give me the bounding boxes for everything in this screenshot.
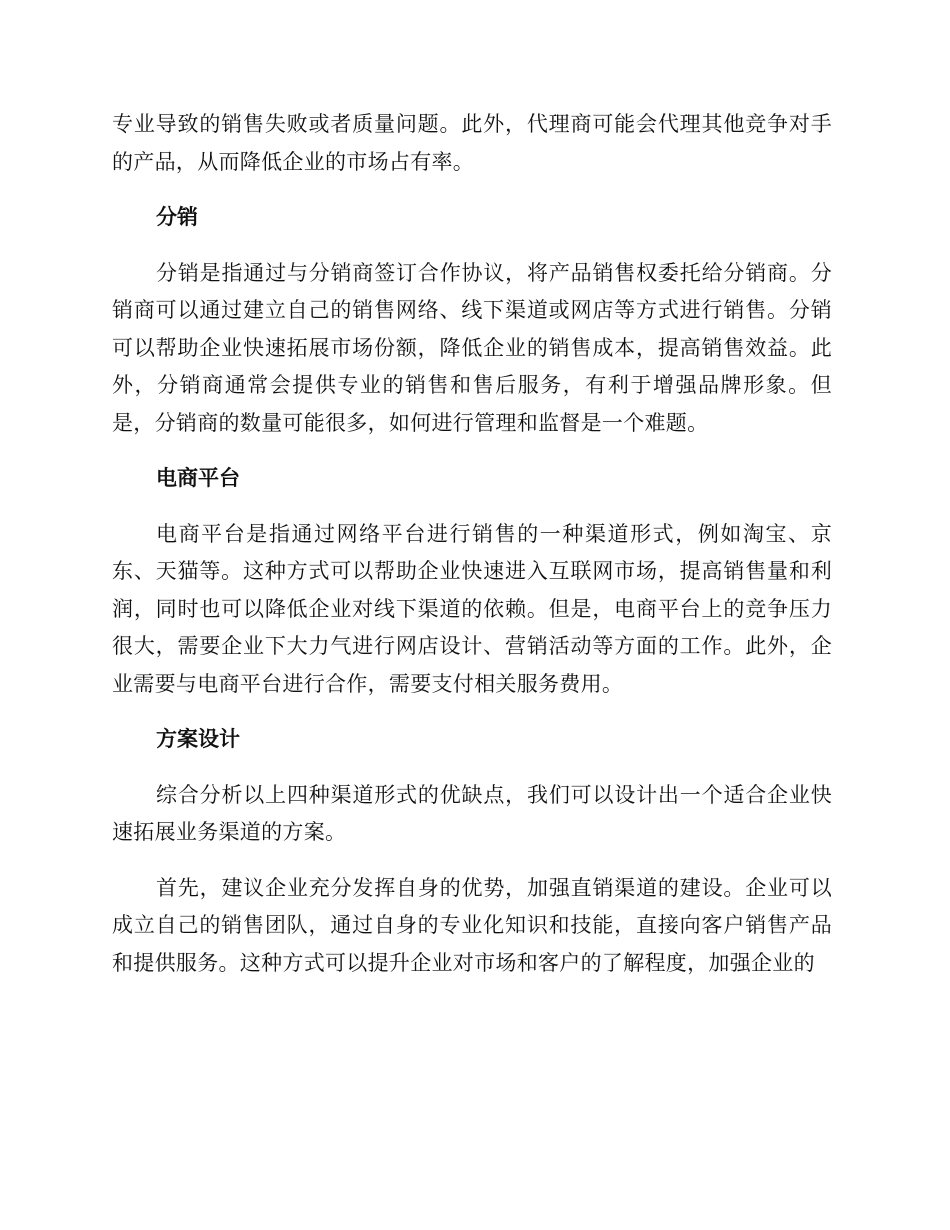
paragraph-fenxiao: 分销是指通过与分销商签订合作协议，将产品销售权委托给分销商。分销商可以通过建立自己的销售网络、线下渠道或网店等方式进行销售。分销可以帮助企业快速拓展市场份额，降低企业的销售成本，提高销售效益。此外，分销商通常会提供专业的销售和售后服务，有利于增强品牌形象。但是，分销商的数量可能很多，如何进行管理和监督是一个难题。 <box>112 260 832 435</box>
paragraph-ecommerce: 电商平台是指通过网络平台进行销售的一种渠道形式，例如淘宝、京东、天猫等。这种方式可以帮助企业快速进入互联网市场，提高销售量和利润，同时也可以降低企业对线下渠道的依赖。但是，电商平台上的竞争压力很大，需要企业下大力气进行网店设计、营销活动等方面的工作。此外，企业需要与电商平台进行合作，需要支付相关服务费用。 <box>112 521 832 696</box>
document-body <box>112 106 832 982</box>
paragraph-design-first-step: 首先，建议企业充分发挥自身的优势，加强直销渠道的建设。企业可以成立自己的销售团队，通过自身的专业化知识和技能，直接向客户销售产品和提供服务。这种方式可以提升企业对市场和客户的了解程度，加强企业的 <box>112 875 832 975</box>
section-heading-fenxiao: 分销 <box>156 205 198 229</box>
paragraph-design-summary: 综合分析以上四种渠道形式的优缺点，我们可以设计出一个适合企业快速拓展业务渠道的方案。 <box>112 782 832 844</box>
section-heading-design: 方案设计 <box>156 727 240 751</box>
section-heading-ecommerce: 电商平台 <box>156 466 240 490</box>
paragraph-intro-continuation: 专业导致的销售失败或者质量问题。此外，代理商可能会代理其他竞争对手的产品，从而降低企业的市场占有率。 <box>112 112 832 174</box>
